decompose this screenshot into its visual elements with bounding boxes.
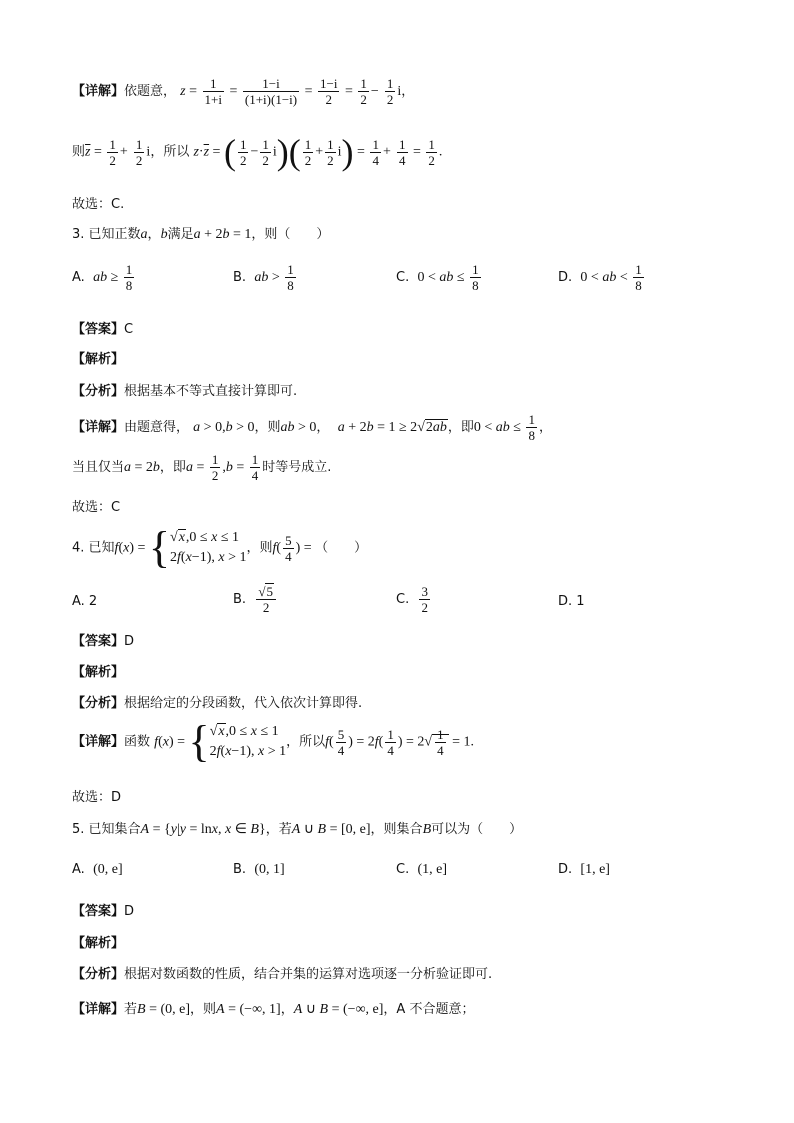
q3-stem: 3. 已知正数a，b满足a + 2b = 1，则（ ） xyxy=(72,227,330,242)
q5-stem: 5. 已知集合A = {y|y = lnx, x ∈ B}，若A ∪ B = [0, e]，则集合B可以为（ ） xyxy=(72,822,523,837)
q3-option-d: D. 0 < ab < $\frac{1}{8}$ xyxy=(558,262,642,293)
q2-conjugate-line: 则$\overline{z}$ = $\frac{1}{2}$ + $\frac{1}{2}$ i，所以 $z\cdot\overline{z}$ = ( $\frac{1}{2}$ − $\frac{1}{2}$ i)( $\frac{1}{2}$ + $\frac{1}{2}$ i) = $\frac{1}{4}$ + $\frac{1}{4}$ = $\frac{1}{2}$ . xyxy=(72,132,443,172)
q3-choose: 故选：C xyxy=(72,500,121,515)
q3-equality: 当且仅当a = 2b，即a = $\frac{1}{2}$ ,b = $\frac{1}{4}$ 时等号成立. xyxy=(72,452,332,483)
q2-detail-line: 【详解】依题意， z = $\frac{1}{1+i}$ = $\frac{1-i}{(1+i)(1-i)}$ = $\frac{1-i}{2}$ = $\frac{1}{2}$ − $\frac{1}{2}$ i， xyxy=(72,76,415,107)
q3-option-a: A. ab ≥ $\frac{1}{8}$ xyxy=(72,262,133,293)
q3-analysis-label: 【解析】 xyxy=(72,352,125,367)
q5-analysis-label: 【解析】 xyxy=(72,936,125,951)
q2-intro: 依题意， xyxy=(124,84,177,99)
q5-detail: 【详解】若B = (0, e]，则A = (−∞, 1]，A ∪ B = (−∞, e]，A 不合题意； xyxy=(72,1002,475,1017)
q4-stem: 4. 已知f(x) = { √x,0 ≤ x ≤ 1 2f(x−1), x > 1 ，则f( $\frac{5}{4}$ ) = （ ） xyxy=(72,523,368,572)
q2-choose: 故选：C. xyxy=(72,197,125,212)
q3-method: 【分析】根据基本不等式直接计算即可. xyxy=(72,384,298,399)
q3-answer: 【答案】C xyxy=(72,322,134,337)
q2-conj-intro: 则 xyxy=(72,144,86,160)
q2-so: ，所以 xyxy=(150,144,190,160)
q4-option-b: B. $\frac{√5}{2}$ xyxy=(233,584,278,615)
q4-method: 【分析】根据给定的分段函数，代入依次计算即得. xyxy=(72,696,363,711)
q3-detail: 【详解】由题意得， a > 0,b > 0，则ab > 0， a + 2b = 1 ≥ 2√2ab，即0 < ab ≤ $\frac{1}{8}$ ， xyxy=(72,412,552,443)
q5-method: 【分析】根据对数函数的性质，结合并集的运算对选项逐一分析验证即可. xyxy=(72,967,493,982)
q4-option-a: A. 2 xyxy=(72,594,98,609)
q4-choose: 故选：D xyxy=(72,790,122,805)
q5-option-c: C. (1, e] xyxy=(396,862,448,877)
q5-option-b: B. (0, 1] xyxy=(233,862,285,877)
q3-option-c: C. 0 < ab ≤ $\frac{1}{8}$ xyxy=(396,262,479,293)
detail-label: 【详解】 xyxy=(72,84,125,99)
q3-option-b: B. ab > $\frac{1}{8}$ xyxy=(233,262,294,293)
q3-stem-c: ，则（ ） xyxy=(251,227,330,242)
q5-answer: 【答案】D xyxy=(72,904,135,919)
q5-option-d: D. [1, e] xyxy=(558,862,610,877)
q4-option-c: C. $\frac{3}{2}$ xyxy=(396,584,428,615)
q4-answer: 【答案】D xyxy=(72,634,135,649)
q3-stem-b: 满足 xyxy=(167,227,194,242)
q3-stem-a: 3. 已知正数 xyxy=(72,227,141,242)
q5-option-a: A. (0, e] xyxy=(72,862,123,877)
q4-option-d: D. 1 xyxy=(558,594,585,609)
q4-analysis-label: 【解析】 xyxy=(72,665,125,680)
q4-detail: 【详解】函数 f(x) = { √x,0 ≤ x ≤ 1 2f(x−1), x > 1 ，所以f( $\frac{5}{4}$ ) = 2f( $\frac{1}{4}$ ) = 2√ $\frac{1}{4}$ = 1. xyxy=(72,717,474,766)
